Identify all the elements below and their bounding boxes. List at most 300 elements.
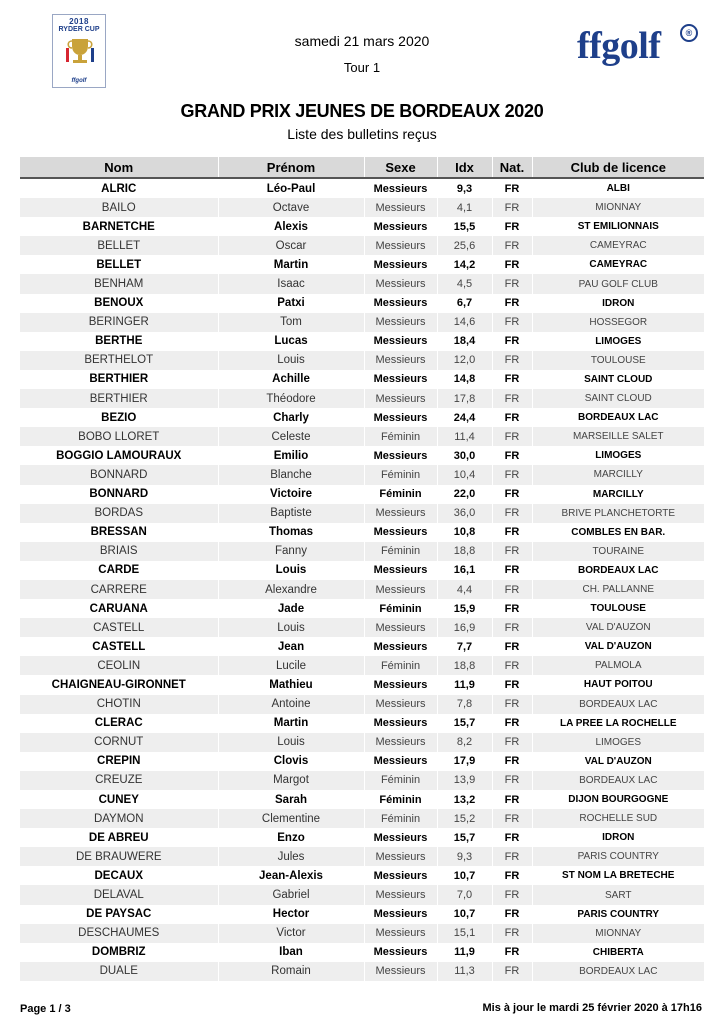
cell-club: BORDEAUX LAC xyxy=(532,561,704,580)
cell-prenom: Romain xyxy=(218,962,364,981)
cell-prenom: Enzo xyxy=(218,828,364,847)
cell-nom: DUALE xyxy=(20,962,218,981)
cell-idx: 18,4 xyxy=(437,332,492,351)
cell-idx: 13,2 xyxy=(437,790,492,809)
cell-prenom: Antoine xyxy=(218,695,364,714)
cell-idx: 15,7 xyxy=(437,714,492,733)
table-row xyxy=(20,485,704,504)
cell-nom: BENOUX xyxy=(94,297,144,310)
cell-club: SART xyxy=(532,885,704,904)
cell-nat: FR xyxy=(492,771,532,790)
table-row xyxy=(20,523,704,542)
column-header-club: Club de licence xyxy=(532,157,704,178)
cell-nat: FR xyxy=(492,905,532,924)
cell-nat: FR xyxy=(492,847,532,866)
cell-prenom: Martin xyxy=(218,714,364,733)
table-row xyxy=(20,542,704,561)
table-row xyxy=(20,618,704,637)
cell-sexe: Féminin xyxy=(364,809,437,828)
logo-year: 2018 xyxy=(69,17,89,26)
cell-prenom: Hector xyxy=(218,905,364,924)
cell-idx: 15,9 xyxy=(437,599,492,618)
cell-sexe: Messieurs xyxy=(364,924,437,943)
cell-idx: 24,4 xyxy=(437,408,492,427)
cell-prenom: Thomas xyxy=(218,523,364,542)
cell-club: ALBI xyxy=(532,178,704,198)
cell-sexe: Messieurs xyxy=(364,733,437,752)
cell-club: ST NOM LA BRETECHE xyxy=(532,866,704,885)
cell-prenom: Louis xyxy=(218,351,364,370)
cell-prenom: Emilio xyxy=(218,446,364,465)
cell-nom: CARRERE xyxy=(20,580,218,599)
cell-nat: FR xyxy=(492,485,532,504)
cell-idx: 4,5 xyxy=(437,274,492,293)
table-row xyxy=(20,236,704,255)
cell-idx: 8,2 xyxy=(437,733,492,752)
cell-nat: FR xyxy=(492,332,532,351)
cell-nat: FR xyxy=(492,504,532,523)
cell-club: ROCHELLE SUD xyxy=(532,809,704,828)
cell-nat: FR xyxy=(492,465,532,484)
cell-prenom: Jade xyxy=(218,599,364,618)
cell-sexe: Messieurs xyxy=(364,695,437,714)
cell-sexe: Messieurs xyxy=(364,523,437,542)
cell-nom: DE PAYSAC xyxy=(86,908,152,921)
cell-nom: CHAIGNEAU-GIRONNET xyxy=(51,678,186,691)
cell-nom: BERTHE xyxy=(95,335,143,348)
table-row xyxy=(20,733,704,752)
cell-idx: 17,9 xyxy=(437,752,492,771)
cell-nom: BONNARD xyxy=(89,488,149,501)
cell-club: MARSEILLE SALET xyxy=(532,427,704,446)
cell-nom: BEZIO xyxy=(101,411,137,424)
cell-sexe: Messieurs xyxy=(364,580,437,599)
cell-nat: FR xyxy=(492,943,532,962)
cell-prenom: Lucile xyxy=(218,656,364,675)
column-header-prenom: Prénom xyxy=(218,157,364,178)
column-header-nom: Nom xyxy=(20,157,218,178)
cell-prenom: Blanche xyxy=(218,465,364,484)
cell-club: MARCILLY xyxy=(532,485,704,504)
cell-sexe: Féminin xyxy=(364,790,437,809)
cell-nom: ALRIC xyxy=(101,182,137,195)
cell-nat: FR xyxy=(492,695,532,714)
cell-prenom: Léo-Paul xyxy=(218,178,364,198)
cell-nom: BERTHELOT xyxy=(20,351,218,370)
cell-nom: BENHAM xyxy=(20,274,218,293)
cell-idx: 4,4 xyxy=(437,580,492,599)
cell-prenom: Gabriel xyxy=(218,885,364,904)
cell-idx: 14,8 xyxy=(437,370,492,389)
cell-club: LIMOGES xyxy=(532,332,704,351)
cell-nat: FR xyxy=(492,255,532,274)
cell-idx: 14,2 xyxy=(437,255,492,274)
cell-nat: FR xyxy=(492,351,532,370)
cell-club: PALMOLA xyxy=(532,656,704,675)
cell-sexe: Messieurs xyxy=(364,236,437,255)
cell-nat: FR xyxy=(492,294,532,313)
cell-sexe: Messieurs xyxy=(364,962,437,981)
round-label: Tour 1 xyxy=(343,60,381,75)
cell-club: BORDEAUX LAC xyxy=(532,695,704,714)
cell-nat: FR xyxy=(492,714,532,733)
cell-nom: DELAVAL xyxy=(20,885,218,904)
ffgolf-logo-text: ffgolf xyxy=(577,25,661,67)
page-title: GRAND PRIX JEUNES DE BORDEAUX 2020 xyxy=(180,101,544,121)
cell-club: SAINT CLOUD xyxy=(532,389,704,408)
cell-prenom: Théodore xyxy=(218,389,364,408)
cell-nom: CASTELL xyxy=(20,618,218,637)
cell-prenom: Tom xyxy=(218,313,364,332)
cell-prenom: Mathieu xyxy=(218,675,364,694)
cell-nat: FR xyxy=(492,446,532,465)
cell-nat: FR xyxy=(492,408,532,427)
cell-club: MARCILLY xyxy=(532,465,704,484)
cell-nat: FR xyxy=(492,561,532,580)
cell-idx: 15,1 xyxy=(437,924,492,943)
cell-nom: DESCHAUMES xyxy=(20,924,218,943)
table-row xyxy=(20,962,704,981)
table-row xyxy=(20,274,704,293)
cell-club: HOSSEGOR xyxy=(532,313,704,332)
cell-nat: FR xyxy=(492,427,532,446)
table-row xyxy=(20,351,704,370)
table-row xyxy=(20,446,704,465)
cell-sexe: Messieurs xyxy=(364,351,437,370)
cell-sexe: Féminin xyxy=(364,542,437,561)
table-row xyxy=(20,885,704,904)
cell-prenom: Jean-Alexis xyxy=(218,866,364,885)
cell-club: MIONNAY xyxy=(532,924,704,943)
cell-prenom: Sarah xyxy=(218,790,364,809)
table-header-row xyxy=(20,157,704,178)
cell-nat: FR xyxy=(492,790,532,809)
cell-prenom: Achille xyxy=(218,370,364,389)
table-row xyxy=(20,943,704,962)
cell-prenom: Jean xyxy=(218,637,364,656)
cell-idx: 10,8 xyxy=(437,523,492,542)
cell-club: LA PREE LA ROCHELLE xyxy=(532,714,704,733)
cell-idx: 14,6 xyxy=(437,313,492,332)
table-row xyxy=(20,370,704,389)
cell-sexe: Messieurs xyxy=(364,828,437,847)
cell-nom: CASTELL xyxy=(92,640,146,653)
cell-nom: DE BRAUWERE xyxy=(20,847,218,866)
cell-nat: FR xyxy=(492,313,532,332)
cell-nat: FR xyxy=(492,618,532,637)
cell-nom: BERTHIER xyxy=(89,373,149,386)
cell-idx: 18,8 xyxy=(437,542,492,561)
table-row xyxy=(20,580,704,599)
cell-prenom: Clementine xyxy=(218,809,364,828)
cell-nat: FR xyxy=(492,599,532,618)
registered-mark-icon: ® xyxy=(680,24,698,42)
cell-club: LIMOGES xyxy=(532,446,704,465)
cell-nom: BRESSAN xyxy=(90,526,147,539)
cell-idx: 15,5 xyxy=(437,217,492,236)
cell-idx: 10,7 xyxy=(437,905,492,924)
cell-idx: 30,0 xyxy=(437,446,492,465)
cell-nom: CUNEY xyxy=(98,793,139,806)
cell-nat: FR xyxy=(492,809,532,828)
cell-prenom: Iban xyxy=(218,943,364,962)
table-row xyxy=(20,828,704,847)
cell-nom: BRIAIS xyxy=(20,542,218,561)
cell-nom: CARUANA xyxy=(89,602,148,615)
cell-club: CH. PALLANNE xyxy=(532,580,704,599)
cell-nom: DOMBRIZ xyxy=(91,946,146,959)
cell-club: BORDEAUX LAC xyxy=(532,771,704,790)
table-row xyxy=(20,561,704,580)
cell-sexe: Messieurs xyxy=(364,255,437,274)
table-row xyxy=(20,790,704,809)
cell-nom: DAYMON xyxy=(20,809,218,828)
cell-idx: 10,4 xyxy=(437,465,492,484)
cell-sexe: Messieurs xyxy=(364,618,437,637)
cell-nat: FR xyxy=(492,523,532,542)
cell-club: BORDEAUX LAC xyxy=(532,962,704,981)
table-row xyxy=(20,847,704,866)
cell-club: IDRON xyxy=(532,294,704,313)
cell-nom: BOBO LLORET xyxy=(20,427,218,446)
cell-idx: 15,7 xyxy=(437,828,492,847)
cell-club: PAU GOLF CLUB xyxy=(532,274,704,293)
cell-nom: CORNUT xyxy=(20,733,218,752)
cell-sexe: Messieurs xyxy=(364,198,437,217)
cell-sexe: Féminin xyxy=(364,485,437,504)
cell-nat: FR xyxy=(492,178,532,198)
cell-club: CHIBERTA xyxy=(532,943,704,962)
table-row xyxy=(20,752,704,771)
cell-sexe: Messieurs xyxy=(364,714,437,733)
cell-prenom: Alexis xyxy=(218,217,364,236)
cell-nom: BONNARD xyxy=(20,465,218,484)
table-row xyxy=(20,198,704,217)
cell-idx: 6,7 xyxy=(437,294,492,313)
table-row xyxy=(20,313,704,332)
cell-sexe: Messieurs xyxy=(364,752,437,771)
table-row xyxy=(20,408,704,427)
cell-nat: FR xyxy=(492,389,532,408)
cell-nom: DECAUX xyxy=(94,869,144,882)
cell-idx: 12,0 xyxy=(437,351,492,370)
cell-sexe: Messieurs xyxy=(364,675,437,694)
cell-sexe: Messieurs xyxy=(364,847,437,866)
cell-club: BORDEAUX LAC xyxy=(532,408,704,427)
table-row xyxy=(20,427,704,446)
cell-sexe: Messieurs xyxy=(364,561,437,580)
table-row xyxy=(20,332,704,351)
cell-sexe: Messieurs xyxy=(364,294,437,313)
last-updated: Mis à jour le mardi 25 février 2020 à 17h16 xyxy=(482,1002,702,1014)
cell-sexe: Messieurs xyxy=(364,370,437,389)
table-row xyxy=(20,217,704,236)
cell-nat: FR xyxy=(492,885,532,904)
table-row xyxy=(20,771,704,790)
table-row xyxy=(20,695,704,714)
cell-club: SAINT CLOUD xyxy=(532,370,704,389)
cell-nom: BELLET xyxy=(20,236,218,255)
cell-prenom: Margot xyxy=(218,771,364,790)
cell-idx: 11,3 xyxy=(437,962,492,981)
cell-prenom: Charly xyxy=(218,408,364,427)
cell-club: HAUT POITOU xyxy=(532,675,704,694)
table-row xyxy=(20,504,704,523)
cell-nat: FR xyxy=(492,752,532,771)
cell-sexe: Féminin xyxy=(364,656,437,675)
table-row xyxy=(20,675,704,694)
cell-sexe: Messieurs xyxy=(364,313,437,332)
cell-sexe: Messieurs xyxy=(364,408,437,427)
cell-sexe: Messieurs xyxy=(364,332,437,351)
table-row xyxy=(20,294,704,313)
cell-sexe: Messieurs xyxy=(364,389,437,408)
column-header-nat: Nat. xyxy=(492,157,532,178)
cell-prenom: Lucas xyxy=(218,332,364,351)
cell-idx: 17,8 xyxy=(437,389,492,408)
entries-table xyxy=(20,157,704,981)
cell-idx: 10,7 xyxy=(437,866,492,885)
cell-sexe: Féminin xyxy=(364,599,437,618)
cell-club: TOURAINE xyxy=(532,542,704,561)
cell-sexe: Messieurs xyxy=(364,905,437,924)
cell-nom: CARDE xyxy=(98,564,140,577)
table-row xyxy=(20,656,704,675)
logo-brand: ffgolf xyxy=(71,78,87,84)
table-row xyxy=(20,465,704,484)
cell-sexe: Messieurs xyxy=(364,504,437,523)
cell-sexe: Messieurs xyxy=(364,274,437,293)
cell-nom: BELLET xyxy=(96,258,142,271)
cell-club: TOULOUSE xyxy=(532,599,704,618)
cell-prenom: Jules xyxy=(218,847,364,866)
table-row xyxy=(20,637,704,656)
cell-sexe: Messieurs xyxy=(364,178,437,198)
cell-nat: FR xyxy=(492,656,532,675)
cell-prenom: Louis xyxy=(218,733,364,752)
cell-prenom: Alexandre xyxy=(218,580,364,599)
cell-nat: FR xyxy=(492,542,532,561)
cell-nat: FR xyxy=(492,675,532,694)
cell-prenom: Oscar xyxy=(218,236,364,255)
table-row xyxy=(20,255,704,274)
cell-sexe: Messieurs xyxy=(364,866,437,885)
ryder-cup-logo xyxy=(52,14,106,88)
logo-name: RYDER CUP xyxy=(58,26,100,33)
cell-club: CAMEYRAC xyxy=(532,236,704,255)
table-row xyxy=(20,389,704,408)
cell-nom: DE ABREU xyxy=(88,831,149,844)
cell-club: PARIS COUNTRY xyxy=(532,847,704,866)
cell-idx: 9,3 xyxy=(437,178,492,198)
cell-prenom: Louis xyxy=(218,561,364,580)
cell-nat: FR xyxy=(492,828,532,847)
cell-nom: CREPIN xyxy=(97,755,141,768)
cell-nom: CLERAC xyxy=(94,717,143,730)
cell-idx: 4,1 xyxy=(437,198,492,217)
cell-prenom: Celeste xyxy=(218,427,364,446)
cell-nat: FR xyxy=(492,217,532,236)
event-date: samedi 21 mars 2020 xyxy=(294,33,430,49)
cell-nat: FR xyxy=(492,580,532,599)
table-row xyxy=(20,599,704,618)
cell-prenom: Patxi xyxy=(218,294,364,313)
table-row xyxy=(20,866,704,885)
cell-nom: BARNETCHE xyxy=(82,220,155,233)
cell-club: COMBLES EN BAR. xyxy=(532,523,704,542)
cell-prenom: Clovis xyxy=(218,752,364,771)
cell-nat: FR xyxy=(492,924,532,943)
column-header-sexe: Sexe xyxy=(364,157,437,178)
cell-prenom: Isaac xyxy=(218,274,364,293)
cell-sexe: Féminin xyxy=(364,427,437,446)
cell-idx: 11,9 xyxy=(437,675,492,694)
cell-club: BRIVE PLANCHETORTE xyxy=(532,504,704,523)
cell-prenom: Fanny xyxy=(218,542,364,561)
table-body xyxy=(20,178,704,981)
cell-idx: 16,9 xyxy=(437,618,492,637)
cell-sexe: Messieurs xyxy=(364,885,437,904)
cell-prenom: Baptiste xyxy=(218,504,364,523)
cell-nom: CHOTIN xyxy=(20,695,218,714)
cell-idx: 11,9 xyxy=(437,943,492,962)
cell-idx: 18,8 xyxy=(437,656,492,675)
cell-club: MIONNAY xyxy=(532,198,704,217)
cell-sexe: Féminin xyxy=(364,771,437,790)
cell-club: TOULOUSE xyxy=(532,351,704,370)
page-number: Page 1 / 3 xyxy=(20,1003,71,1015)
cell-nat: FR xyxy=(492,733,532,752)
column-header-idx: Idx xyxy=(437,157,492,178)
cell-club: VAL D'AUZON xyxy=(532,637,704,656)
cell-nat: FR xyxy=(492,866,532,885)
cell-club: VAL D'AUZON xyxy=(532,618,704,637)
cell-club: PARIS COUNTRY xyxy=(532,905,704,924)
cell-club: VAL D'AUZON xyxy=(532,752,704,771)
page-subtitle: Liste des bulletins reçus xyxy=(287,126,437,142)
cell-nom: BERTHIER xyxy=(20,389,218,408)
cell-idx: 36,0 xyxy=(437,504,492,523)
cell-prenom: Victoire xyxy=(218,485,364,504)
cell-club: IDRON xyxy=(532,828,704,847)
cell-idx: 7,0 xyxy=(437,885,492,904)
cell-nat: FR xyxy=(492,370,532,389)
cell-nom: CREUZE xyxy=(20,771,218,790)
cell-sexe: Messieurs xyxy=(364,943,437,962)
table-row xyxy=(20,924,704,943)
cell-idx: 25,6 xyxy=(437,236,492,255)
cell-sexe: Messieurs xyxy=(364,217,437,236)
cell-idx: 15,2 xyxy=(437,809,492,828)
cell-prenom: Martin xyxy=(218,255,364,274)
cell-idx: 7,8 xyxy=(437,695,492,714)
cell-sexe: Messieurs xyxy=(364,446,437,465)
cell-idx: 7,7 xyxy=(437,637,492,656)
cell-idx: 16,1 xyxy=(437,561,492,580)
cell-nom: BERINGER xyxy=(20,313,218,332)
table-row xyxy=(20,714,704,733)
cell-idx: 22,0 xyxy=(437,485,492,504)
table-row xyxy=(20,905,704,924)
cell-sexe: Messieurs xyxy=(364,637,437,656)
cell-idx: 13,9 xyxy=(437,771,492,790)
cell-nat: FR xyxy=(492,274,532,293)
cell-nom: BORDAS xyxy=(20,504,218,523)
cell-nom: BOGGIO LAMOURAUX xyxy=(56,449,182,462)
cell-prenom: Octave xyxy=(218,198,364,217)
cell-idx: 9,3 xyxy=(437,847,492,866)
table-row xyxy=(20,809,704,828)
